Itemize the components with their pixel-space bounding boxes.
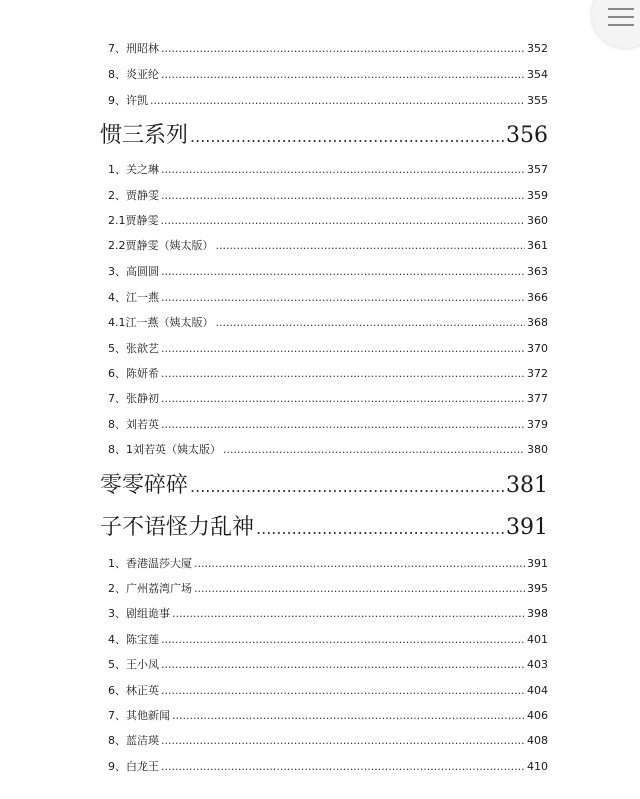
page-number: 379 — [527, 418, 548, 431]
entry-title: 2.2贾静雯（姨太版） — [108, 239, 214, 252]
toc-entry[interactable] — [108, 631, 548, 647]
leader-dots — [161, 163, 525, 176]
toc-section-heading[interactable] — [100, 468, 548, 499]
leader-dots — [161, 214, 526, 227]
toc-entry[interactable] — [108, 314, 548, 330]
toc-section-heading[interactable] — [100, 118, 548, 149]
page-number: 395 — [527, 582, 548, 595]
toc-entry[interactable] — [108, 365, 548, 381]
entry-title: 4.1江一燕（姨太版） — [108, 316, 214, 329]
toc-entry[interactable] — [108, 340, 548, 356]
entry-title: 4、江一燕 — [108, 291, 159, 304]
leader-dots — [172, 709, 525, 722]
page-number: 359 — [527, 189, 548, 202]
entry-title: 8、蓝洁瑛 — [108, 734, 159, 747]
leader-dots — [161, 367, 525, 380]
toc-section-heading[interactable] — [100, 510, 548, 541]
entry-title: 6、林正英 — [108, 684, 159, 697]
page-number: 377 — [527, 392, 548, 405]
page-number: 368 — [527, 316, 548, 329]
entry-title: 5、王小凤 — [108, 658, 159, 671]
toc-entry[interactable] — [108, 605, 548, 621]
toc-entry[interactable] — [108, 441, 548, 457]
toc-entry[interactable] — [108, 580, 548, 596]
leader-dots — [161, 291, 525, 304]
toc-entry[interactable] — [108, 263, 548, 279]
leader-dots — [161, 633, 525, 646]
toc-entry[interactable] — [108, 66, 548, 82]
leader-dots — [150, 94, 525, 107]
leader-dots — [172, 607, 525, 620]
entry-title: 3、高圆圆 — [108, 265, 159, 278]
entry-title: 1、香港温莎大厦 — [108, 557, 192, 570]
page-number: 403 — [527, 658, 548, 671]
toc-entry[interactable] — [108, 758, 548, 774]
page-number: 361 — [527, 239, 548, 252]
leader-dots — [194, 582, 525, 595]
leader-dots — [161, 760, 525, 773]
leader-dots — [161, 418, 525, 431]
toc-entry[interactable] — [108, 555, 548, 571]
entry-title: 2、贾静雯 — [108, 189, 159, 202]
page-number: 370 — [527, 342, 548, 355]
entry-title: 9、许凯 — [108, 94, 148, 107]
toc-entry[interactable] — [108, 187, 548, 203]
page-number: 391 — [506, 515, 548, 540]
toc-entry[interactable] — [108, 416, 548, 432]
entry-title: 2、广州荔湾广场 — [108, 582, 192, 595]
page-number: 381 — [506, 473, 548, 498]
page-number: 401 — [527, 633, 548, 646]
page-number: 398 — [527, 607, 548, 620]
toc-entry[interactable] — [108, 682, 548, 698]
leader-dots — [161, 189, 525, 202]
page-number: 380 — [527, 443, 548, 456]
toc-entry[interactable] — [108, 732, 548, 748]
entry-title: 5、张歆艺 — [108, 342, 159, 355]
page-number: 356 — [506, 123, 548, 148]
page-number: 366 — [527, 291, 548, 304]
section-title: 零零碎碎 — [100, 473, 189, 498]
entry-title: 4、陈宝莲 — [108, 633, 159, 646]
page-number: 391 — [527, 557, 548, 570]
leader-dots — [190, 477, 504, 496]
toc-entry[interactable] — [108, 40, 548, 56]
toc-entry[interactable] — [108, 237, 548, 253]
leader-dots — [194, 557, 525, 570]
leader-dots — [190, 127, 504, 146]
toc-entry[interactable] — [108, 289, 548, 305]
page-number: 408 — [527, 734, 548, 747]
toc-entry[interactable] — [108, 390, 548, 406]
entry-title: 7、刑昭林 — [108, 42, 159, 55]
page-number: 406 — [527, 709, 548, 722]
toc-entry[interactable] — [108, 707, 548, 723]
leader-dots — [216, 316, 526, 329]
entry-title: 8、炎亚纶 — [108, 68, 159, 81]
leader-dots — [161, 392, 525, 405]
leader-dots — [161, 265, 525, 278]
leader-dots — [161, 684, 525, 697]
entry-title: 1、关之琳 — [108, 163, 159, 176]
page-number: 363 — [527, 265, 548, 278]
entry-title: 3、剧组诡事 — [108, 607, 170, 620]
page-number: 404 — [527, 684, 548, 697]
section-title: 惯三系列 — [100, 123, 189, 148]
entry-title: 2.1贾静雯 — [108, 214, 159, 227]
page-number: 360 — [527, 214, 548, 227]
page-number: 357 — [527, 163, 548, 176]
leader-dots — [256, 519, 504, 538]
entry-title: 8、刘若英 — [108, 418, 159, 431]
page-number: 410 — [527, 760, 548, 773]
entry-title: 7、张静初 — [108, 392, 159, 405]
section-title: 子不语怪力乱神 — [100, 515, 255, 540]
page-number: 355 — [527, 94, 548, 107]
page-number: 352 — [527, 42, 548, 55]
page-number: 372 — [527, 367, 548, 380]
leader-dots — [161, 68, 525, 81]
leader-dots — [161, 342, 525, 355]
leader-dots — [161, 658, 525, 671]
leader-dots — [161, 734, 525, 747]
toc-entry[interactable] — [108, 656, 548, 672]
toc-entry[interactable] — [108, 212, 548, 228]
entry-title: 9、白龙王 — [108, 760, 159, 773]
leader-dots — [223, 443, 525, 456]
entry-title: 6、陈妍希 — [108, 367, 159, 380]
page-number: 354 — [527, 68, 548, 81]
toc-entry[interactable] — [108, 161, 548, 177]
toc-entry[interactable] — [108, 92, 548, 108]
entry-title: 8、1刘若英（姨太版） — [108, 443, 221, 456]
entry-title: 7、其他新闻 — [108, 709, 170, 722]
leader-dots — [216, 239, 526, 252]
leader-dots — [161, 42, 525, 55]
